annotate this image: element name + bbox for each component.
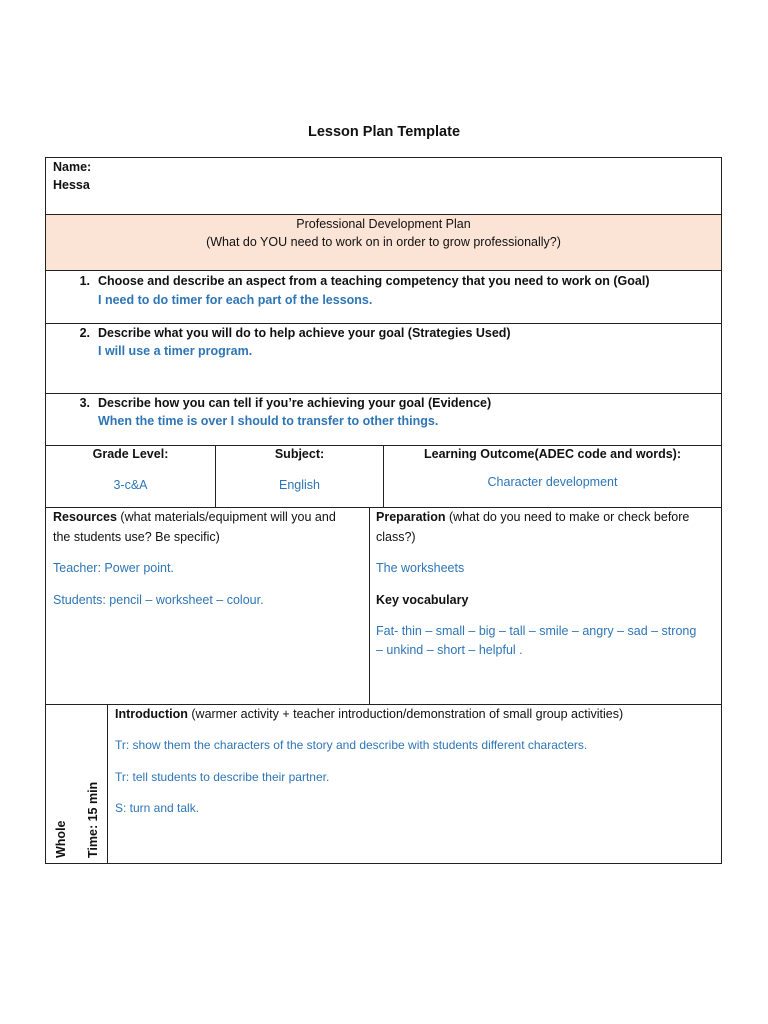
question-3-answer: When the time is over I should to transfer to other things. (98, 414, 439, 428)
pd-plan-heading: Professional Development Plan (296, 217, 471, 231)
grade-level-value: 3-c&A (113, 478, 148, 492)
resources-teacher: Teacher: Power point. (53, 561, 174, 575)
name-section (45, 157, 722, 215)
question-3 (45, 393, 722, 446)
question-2-number: 2. (79, 326, 90, 340)
preparation-label-line2: class?) (376, 530, 416, 544)
resources-label-line2: the students use? Be specific) (53, 530, 220, 544)
subject-cell (215, 445, 384, 508)
name-value: Hessa (53, 178, 90, 192)
introduction-label-rest: (warmer activity + teacher introduction/demonstration of small group activities) (187, 707, 624, 721)
whole-group-side-cell (45, 704, 108, 864)
learning-outcome-value: Character development (487, 475, 618, 489)
key-vocabulary-line2: – unkind – short – helpful . (376, 643, 523, 657)
question-1-number: 1. (79, 274, 90, 288)
preparation-item: The worksheets (376, 561, 465, 575)
learning-outcome-cell (383, 445, 722, 508)
whole-label: Whole (54, 820, 68, 858)
introduction-line-1: Tr: show them the characters of the story and describe with students different characters. (115, 738, 588, 752)
resources-label: Resources (53, 510, 117, 524)
question-1-prompt: Choose and describe an aspect from a teaching competency that you need to work on (Goal) (98, 274, 650, 288)
key-vocabulary-line1: Fat- thin – small – big – tall – smile – angry – sad – strong (376, 624, 697, 638)
time-label: Time: 15 min (86, 781, 100, 858)
preparation-label: Preparation (376, 510, 446, 524)
pd-plan-header (45, 214, 722, 271)
question-3-number: 3. (79, 396, 90, 410)
subject-label: Subject: (274, 447, 325, 461)
question-1-answer: I need to do timer for each part of the lessons. (98, 293, 373, 307)
grade-level-cell (45, 445, 216, 508)
introduction-line-3: S: turn and talk. (115, 801, 200, 815)
introduction-line-2: Tr: tell students to describe their partner. (115, 770, 330, 784)
preparation-cell (369, 507, 722, 705)
page-title: Lesson Plan Template (307, 124, 461, 140)
resources-cell (45, 507, 370, 705)
question-2 (45, 323, 722, 394)
pd-plan-subheading: (What do YOU need to work on in order to grow professionally?) (206, 235, 561, 249)
question-2-answer: I will use a timer program. (98, 344, 253, 358)
question-2-prompt: Describe what you will do to help achieve your goal (Strategies Used) (98, 326, 511, 340)
introduction-label: Introduction (115, 707, 188, 721)
resources-label-rest: (what materials/equipment will you and (116, 510, 336, 524)
preparation-label-rest: (what do you need to make or check before (445, 510, 690, 524)
question-1 (45, 270, 722, 324)
introduction-cell (107, 704, 722, 864)
question-3-prompt: Describe how you can tell if you’re achieving your goal (Evidence) (98, 396, 492, 410)
key-vocabulary-label: Key vocabulary (376, 593, 469, 607)
learning-outcome-label: Learning Outcome(ADEC code and words): (424, 447, 681, 461)
name-label: Name: (53, 160, 92, 174)
resources-students: Students: pencil – worksheet – colour. (53, 593, 264, 607)
subject-value: English (279, 478, 320, 492)
grade-level-label: Grade Level: (92, 447, 169, 461)
